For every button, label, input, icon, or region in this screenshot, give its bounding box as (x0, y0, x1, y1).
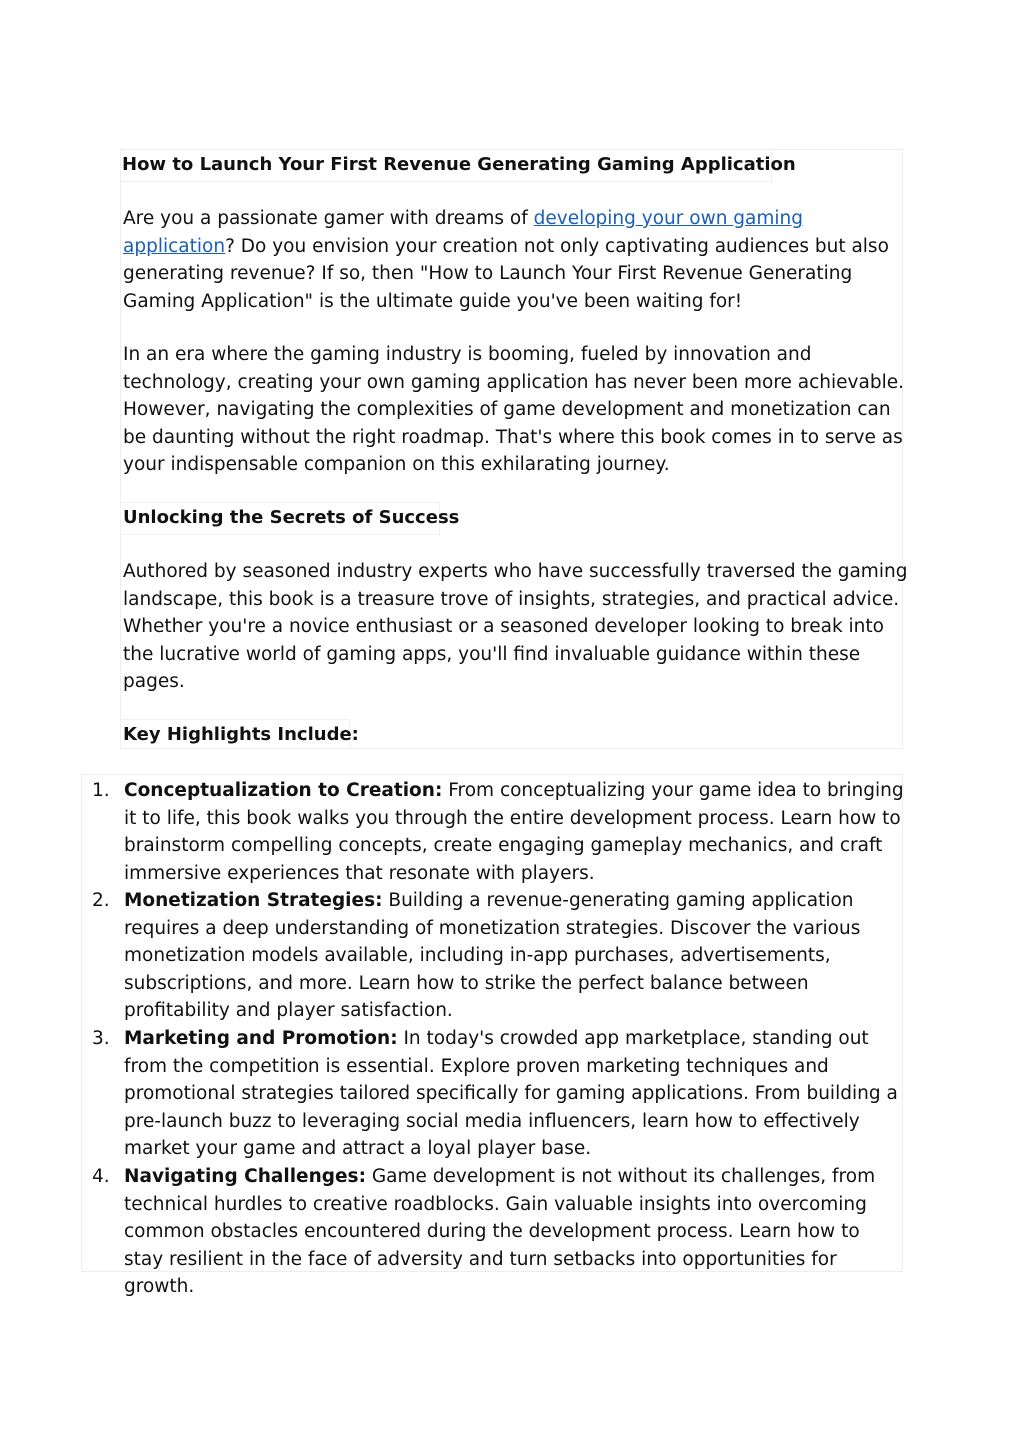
authored-paragraph: Authored by seasoned industry experts who have successfully traversed the gaming landscape, this book is a treasure trove of insights, strategies, and practical advice. Whether you're a novice enthusiast or a seasoned developer looking to break into the lucrative world of gaming apps, you'll find invaluable guidance within these pages. (123, 561, 908, 692)
list-item-number: 2. (92, 890, 110, 911)
list-item-number: 4. (92, 1166, 110, 1187)
list-item (82, 1163, 904, 1297)
list-item (82, 1025, 904, 1163)
list-item-body (124, 1025, 904, 1163)
list-item-number: 3. (92, 1028, 110, 1049)
list-item-text: Game development is not without its challenges, from technical hurdles to creative roadblocks. Gain valuable insights into overcoming common obstacles encountered during the development process. Learn how to stay resilient in the face of adversity and turn setbacks into opportunities for growth. (124, 1166, 876, 1297)
list-item (82, 887, 904, 1025)
highlights-list (81, 774, 904, 1297)
list-item-number: 1. (92, 780, 110, 801)
intro-text-before-link: Are you a passionate gamer with dreams of (123, 208, 534, 229)
list-item-label: Conceptualization to Creation: (124, 780, 443, 801)
document-title: How to Launch Your First Revenue Generating Gaming Application (122, 154, 796, 175)
list-item-label: Monetization Strategies: (124, 890, 383, 911)
section-heading-secrets: Unlocking the Secrets of Success (123, 507, 460, 528)
list-item-text: From conceptualizing your game idea to bringing it to life, this book walks you through the entire development process. Learn how to brainstorm compelling concepts, create engaging gameplay mechanics, and craft immersive experiences that resonate with players. (124, 780, 904, 884)
list-item-text: Building a revenue-generating gaming application requires a deep understanding of monetization strategies. Discover the various monetization models available, including in-app purchases, advertisements, subscriptions, and more. Learn how to strike the perfect balance between profitability and player satisfaction. (124, 890, 861, 1021)
list-item-label: Marketing and Promotion: (124, 1028, 398, 1049)
list-item-body (124, 777, 904, 887)
intro-paragraph (123, 205, 908, 315)
developing-gaming-app-link[interactable]: developing your own gaming application (123, 208, 804, 257)
list-item-label: Navigating Challenges: (124, 1166, 366, 1187)
intro-text-after-link: ? Do you envision your creation not only captivating audiences but also generating revenue? If so, then "How to Launch Your First Revenue Generating Gaming Application" is the ultimate guide you've been waiting for! (123, 235, 889, 312)
list-item-text: In today's crowded app marketplace, standing out from the competition is essential. Explore proven marketing techniques and promotional strategies tailored specifically for gaming applications. From building a pre-launch buzz to leveraging social media influencers, learn how to effectively market your game and attract a loyal player base. (124, 1028, 898, 1159)
list-item-body (124, 1163, 904, 1301)
list-item-body (124, 887, 904, 1025)
industry-paragraph: In an era where the gaming industry is booming, fueled by innovation and technology, creating your own gaming application has never been more achievable. However, navigating the complexities of game development and monetization can be daunting without the right roadmap. That's where this book comes in to serve as your indispensable companion on this exhilarating journey. (123, 344, 904, 475)
section-heading-key-highlights: Key Highlights Include: (123, 724, 359, 745)
list-item (82, 777, 904, 887)
